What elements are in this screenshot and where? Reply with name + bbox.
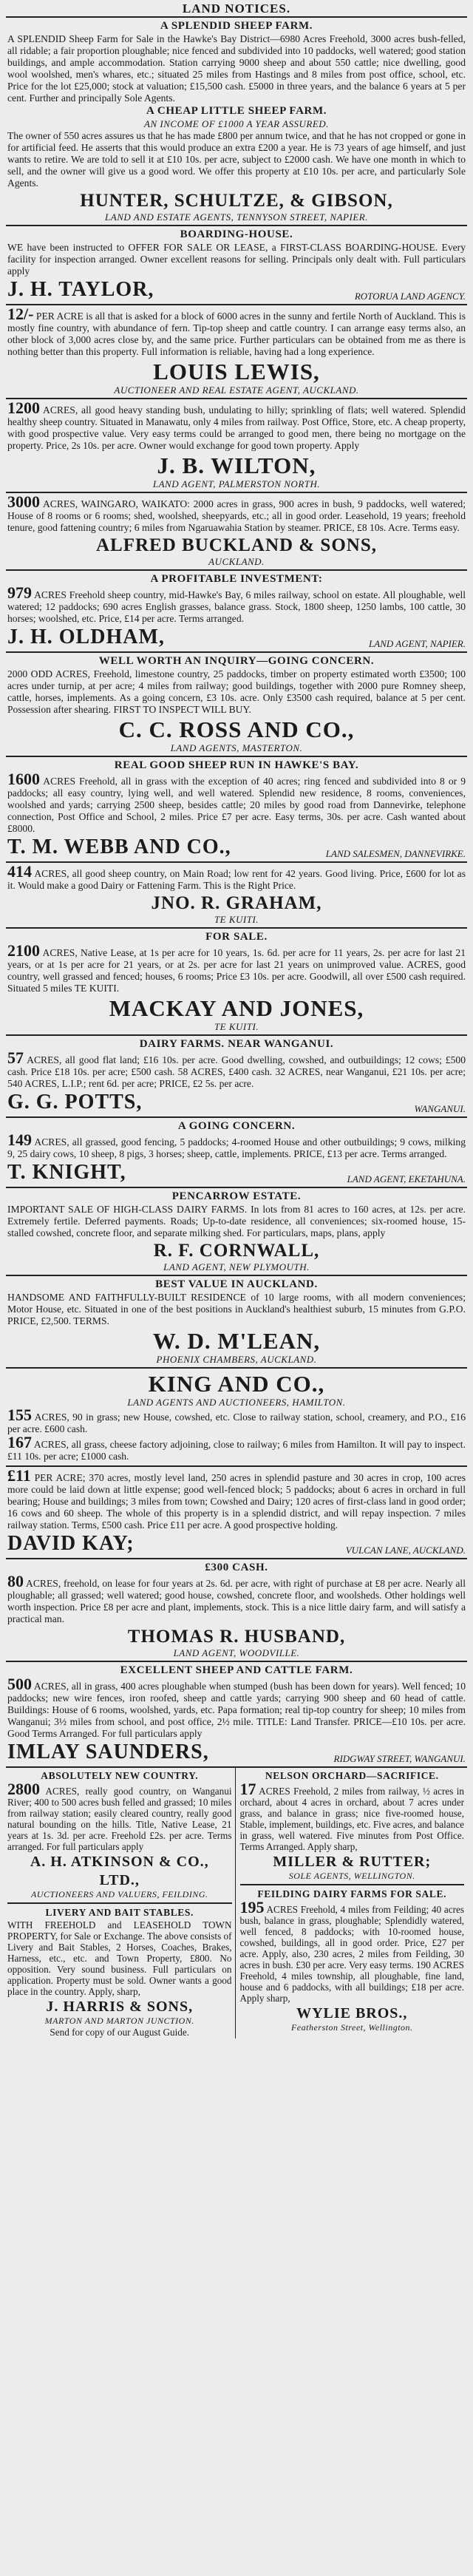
ad-livery-stables (7, 1902, 232, 2038)
ad-body (239, 1898, 465, 2004)
advertiser-name: DAVID KAY; (7, 1532, 135, 1555)
ad-drop-figure: 195 (239, 1898, 265, 1916)
ad-heading: A GOING CONCERN. (177, 1120, 296, 1132)
advertiser-agency: LAND AGENT, NAPIER. (369, 638, 466, 649)
ad-heading: LIVERY AND BAIT STABLES. (45, 1907, 194, 1918)
ad-body-text: ACRES Freehold, 2 miles from railway, ½ acres in orchard, about 4 acres in orchard, about 7 acres under grass, and balance in grass; nice five-roomed house, Stable, implement, buildings, etc. Five acres, and balance in grass, well watered. Five minutes from Post Office. Terms Arranged. Apply sharp, (239, 1786, 464, 1852)
ad-drop-figure: 155 (7, 1406, 32, 1424)
ad-body (7, 492, 466, 534)
advertiser-agency: Featherston Street, Wellington. (290, 2022, 413, 2033)
ad-heading: WELL WORTH AN INQUIRY—GOING CONCERN. (98, 655, 375, 667)
advertiser-agency: WANGANUI. (414, 1103, 466, 1114)
advertiser-name: C. C. ROSS AND CO., (118, 716, 355, 742)
ad-manawatu-bush (6, 398, 467, 492)
ad-body-text: ACRES, all good flat land; £16 10s. per acre. Good dwelling, cowshed, and outbuildings; 12 cows; £500 cash. Price £18 10s. per acre; £500 cash. 58 ACRES, £400 cash. 32 ACRES, near Wanganui, £21 10s. per acre; 540 ACRES, L.I.P.; rent 6d. per acre; PRICE, £2 5s. per acre. (7, 1054, 466, 1089)
ad-nelson-orchard (240, 1770, 465, 1881)
advertiser-name: T. M. WEBB AND CO., (7, 835, 231, 858)
advertiser-agency: TE KUITI. (214, 914, 259, 925)
ad-body-text: ACRES Freehold sheep country, mid-Hawke's Bay, 6 miles railway, school on estate. All ploughable, well watered; 12 paddocks; 690 acres English grasses, balance grass. Stock, 1800 sheep, 1250 lambs, 100 cattle, 30 horses; woolshed, etc. Price, £14 per acre. Terms arranged. (7, 589, 466, 624)
advertiser-name: W. D. M'LEAN, (152, 1328, 321, 1354)
ad-drop-figure: 12/- (7, 305, 34, 323)
ad-subheading: A CHEAP LITTLE SHEEP FARM. (146, 105, 327, 117)
ad-drop-figure: 500 (7, 1675, 32, 1693)
ad-profitable-investment (6, 569, 467, 651)
ad-body (7, 1780, 232, 1852)
ad-body (7, 401, 466, 452)
ad-body-text: ACRES, all good heavy standing bush, undulating to hilly; sprinkling of flats; well watered. Splendid healthy sheep country. Situated in Manawatu, only 4 miles from railway. Post Office, Store, etc. A cheap property, with good prospective value. Very easy terms could be arranged to good men, there being no mortgage on the property. Price, 2s 10s. per acre. Owner would exchange for good town property. Apply (7, 404, 466, 451)
advertiser-agency: TE KUITI. (214, 1021, 259, 1032)
ad-body: A SPLENDID Sheep Farm for Sale in the Hawke's Bay District—6980 Acres Freehold, 3000 acres bush-felled, all ridable; a fair proportion ploughable; nice fenced and subdivided into 10 paddocks, well watered; good station buildings, and ample accommodation. Station carrying 9000 sheep and about 550 cattle; nice dwelling, good wool woolshed, men's whares, etc.; situated 25 miles from Hastings and 8 miles from post office, school, etc. Price for the lot £25,000; stock at valuation; £15,500 cash. £5000 in three years, and the balance 6 years at 5 per cent. Further and principally Sole Agents. (7, 33, 466, 104)
ad-body-text: ACRES, all grassed, good fencing, 5 paddocks; 4-roomed House and other outbuildings; 9 cows, milking 9, 25 dairy cows, 10 sheep, 8 pigs, 3 horses; sheep, cattle, implements. PRICE, £13 per acre. Terms arranged. (7, 1136, 466, 1159)
advertiser-name: J. B. WILTON, (157, 453, 316, 478)
ad-body (7, 862, 466, 892)
ad-body: HANDSOME AND FAITHFULLY-BUILT RESIDENCE of 10 large rooms, with all modern conveniences; Motor House, etc. Situated in one of the best positions in Auckland's healthiest suburb, 15 minutes from G.P.O. PRICE, £2,500. TERMS. (7, 1292, 466, 1326)
ad-drop-figure: 17 (239, 1780, 256, 1798)
ad-body-text: ACRES, Native Lease, at 1s per acre for 10 years, 1s. 6d. per acre for 11 years, 2s. per acre for last 21 years, or at 1s per acre for 21 years, or at 2s. per acre for last 21 years on unimproved value. ACRES, good country, well grassed and fenced; houses, 6 rooms; Price £3 10s. per acre. Goodwill, all over £500 cash required. Situated 5 miles TE KUITI. (7, 947, 466, 994)
advertiser-name: G. G. POTTS, (7, 1091, 143, 1114)
ad-north-auckland (6, 304, 467, 398)
ad-going-concern-eketahuna (6, 1116, 467, 1187)
ad-body: WE have been instructed to OFFER FOR SALE OR LEASE, a FIRST-CLASS BOARDING-HOUSE. Every facility for inspection arranged. Owner excellent reasons for selling. Principals only dealt with. Full particulars apply (7, 242, 466, 277)
ad-king-and-co (6, 1367, 467, 1465)
ad-drop-figure: 2800 (7, 1780, 40, 1798)
ad-body-text: ACRES, all in grass, 400 acres ploughable when stumped (bush has been down for years). Well fenced; 10 paddocks; new wire fences, iron roofed, sheep and cattle yards; carrying 900 sheep and 60 head of cattle. Buildings: House of 6 rooms, woolshed, yards, etc. Papa formation; real tip-top country for sheep; 10 miles from Wanganui; 3½ miles from school, and post office, 2½ mile. TITLE: Land Transfer. PRICE—£10 10s. per acre. Good Terms Arranged. For full particulars apply (7, 1681, 466, 1739)
advertiser-name: LOUIS LEWIS, (153, 359, 320, 384)
advertiser-agency: LAND AGENT, WOODVILLE. (173, 1647, 300, 1658)
bottom-columns (6, 1766, 467, 2038)
advertiser-agency: AUCKLAND. (208, 556, 265, 567)
ad-body-text: ACRES, freehold, on lease for four years at 2s. 6d. per acre, with right of purchase at £8 per acre. Nearly all ploughable; all grassed; well watered; good house, cowshed, concrete floor, and woolsheds. Other holdings well worth inspection. Price £8 per acre and plant, implements, stock. This is a nice little dairy farm, and will satisfy a practical man. (7, 1578, 466, 1624)
advertiser-name: A. H. ATKINSON & CO., (30, 1854, 209, 1870)
ad-heading: DAIRY FARMS. NEAR WANGANUI. (139, 1038, 334, 1050)
ad-drop-figure: 3000 (7, 492, 40, 511)
ad-drop-figure: 57 (7, 1048, 24, 1067)
ad-heading: ABSOLUTELY NEW COUNTRY. (41, 1770, 199, 1781)
advertiser-name: J. H. OLDHAM, (7, 626, 165, 648)
ad-body-text: ACRES, 90 in grass; new House, cowshed, etc. Close to railway station, school, creamery, and P.O., £16 per acre. £600 cash. (7, 1411, 466, 1434)
ad-heading: FOR SALE. (205, 931, 268, 943)
ad-heading: A PROFITABLE INVESTMENT: (150, 573, 323, 585)
ad-hawkes-bay-run (6, 756, 467, 861)
ad-body-text: ACRES, all good sheep country, on Main Road; low rent for 42 years. Good living. Price, £600 for lot as it. Would make a good Dairy or Fattening Farm. This is the Right Price. (7, 868, 466, 891)
ad-body-text: ACRES Freehold, 4 miles from Feilding; 40 acres bush, balance in grass, ploughable; Splendidly watered, well fenced, 8 paddocks; with 10-roomed house, cowshed, buildings, all in good order. Price, £27 per acre. Apply, also, 230 acres, 2 miles from Feilding, 30 acres in bush. £30 per acre. Very easy terms. 190 ACRES Freehold, 4 miles township, all ploughable, fine land, house and 6 paddocks, with all buildings; £18 per acre. Apply sharp, (239, 1904, 465, 2004)
page-title: LAND NOTICES. (182, 1, 291, 16)
ad-drop-figure: £11 (7, 1466, 31, 1485)
ad-body-text-2: ACRES, all grass, cheese factory adjoining, close to railway; 6 miles from Hamilton. It will pay to inspect. £11 10s. per acre; £1000 cash. (7, 1439, 466, 1462)
advertiser-agency: ROTORUA LAND AGENCY. (354, 291, 466, 302)
advertiser-agency: LAND AGENT, PALMERSTON NORTH. (152, 478, 321, 489)
advertiser-agency: SOLE AGENTS, WELLINGTON. (288, 1871, 415, 1881)
ad-body (7, 305, 466, 358)
ad-body (7, 583, 466, 625)
advertiser-name: HUNTER, SCHULTZE, & GIBSON, (80, 191, 393, 211)
advertiser-agency: MARTON AND MARTON JUNCTION. (44, 2016, 194, 2026)
ad-body: IMPORTANT SALE OF HIGH-CLASS DAIRY FARMS. In lots from 81 acres to 160 acres, at 12s. per acre. Extremely fertile. Deferred payments. Roads; Up-to-date residence, all conveniences; six-roomed house, 15-stalled cowshed, concrete floor, and separate milking shed. For particulars, maps, plans, apply (7, 1204, 466, 1238)
advertiser-name: ALFRED BUCKLAND & SONS, (96, 535, 377, 555)
ad-waingaro (6, 492, 467, 569)
advertiser-agency: PHOENIX CHAMBERS, AUCKLAND. (156, 1354, 317, 1365)
ad-body-text: PER ACRE is all that is asked for a block of 6000 acres in the sunny and fertile North of Auckland. This is mostly fine country, with abundance of fern. Tip-top sheep and cattle country. I can arrange easy terms also, an other block of 3,000 acres close by, and the same price. Further particulars can be obtained from me as there is nothing better than this property. Full information is reliable, having had a long experience. (7, 311, 466, 357)
ad-body-text: ACRES, WAINGARO, WAIKATO: 2000 acres in grass, 900 acres in bush, 9 paddocks, well watered; House of 8 rooms or 6 rooms; shed, woolshed, sheepyards, etc.; all in good order. Leasehold, 19 years; freehold tenure, good fattening country; 6 miles from Ngaruawahia Station by steamer. PRICE, £8 10s. Acre. Terms easy. (7, 498, 466, 533)
ad-heading: REAL GOOD SHEEP RUN IN HAWKE'S BAY. (114, 759, 359, 771)
ad-main-road-farm (6, 861, 467, 927)
ad-heading: BOARDING-HOUSE. (180, 228, 293, 240)
ad-body (7, 770, 466, 835)
advertiser-name: J. H. TAYLOR, (7, 278, 154, 301)
advertiser-address: LAND AND ESTATE AGENTS, TENNYSON STREET, NAPIER. (105, 211, 368, 223)
ad-body (7, 1133, 466, 1160)
right-column (235, 1768, 468, 2038)
ad-body (7, 1675, 466, 1740)
ad-drop-figure: 1200 (7, 399, 40, 417)
ad-body (239, 1780, 465, 1852)
ad-body (7, 941, 466, 994)
advertiser-name: T. KNIGHT, (7, 1161, 126, 1184)
advertiser-name: MILLER & RUTTER; (273, 1854, 432, 1870)
advertiser-name: THOMAS R. HUSBAND, (127, 1627, 346, 1647)
advertiser-agency: LAND AGENT, EKETAHUNA. (347, 1173, 466, 1184)
ad-body (7, 1406, 466, 1435)
ad-drop-figure: 414 (7, 862, 32, 881)
ad-pencarrow-estate (6, 1187, 467, 1275)
ad-dairy-farms-wanganui (6, 1034, 467, 1116)
advertiser-name: JNO. R. GRAHAM, (151, 893, 322, 913)
ad-boarding-house (6, 225, 467, 304)
ad-body-2 (7, 1433, 466, 1462)
ad-drop-figure: 80 (7, 1572, 24, 1590)
ad-body (7, 1048, 466, 1090)
advertiser-agency: VULCAN LANE, AUCKLAND. (345, 1545, 466, 1556)
advertiser-name: WYLIE BROS., (296, 2005, 408, 2021)
ad-heading: FEILDING DAIRY FARMS FOR SALE. (257, 1888, 447, 1899)
ad-drop-figure: 2100 (7, 941, 40, 960)
ad-body-text: ACRES, really good country, on Wanganui River; 400 to 500 acres bush felled and grassed; 10 miles from railway station; easily cleared country, really good natural bounding on the hills. Title, Native Lease, 21 years at 1s. 3d. per acre. Freehold £2s. per acre. Terms arranged. For full particulars apply (7, 1786, 232, 1852)
advertiser-name-suffix: LTD., (99, 1872, 140, 1888)
advertiser-agency: AUCTIONEER AND REAL ESTATE AGENT, AUCKLAND. (114, 384, 359, 396)
ad-best-value-auckland (6, 1275, 467, 1367)
ad-heading: BEST VALUE IN AUCKLAND. (155, 1278, 318, 1290)
advertiser-name: R. F. CORNWALL, (153, 1241, 320, 1261)
ad-sheep-cattle-farm (6, 1661, 467, 1766)
left-column (6, 1768, 235, 2038)
ad-body-text: PER ACRE; 370 acres, mostly level land, 250 acres in splendid pasture and 30 acres in crop, 100 acres more could be laid down at little expense; good well-fenced block; 5 paddocks; about 6 acres in orchard in full bearing; House and buildings; 3 miles from town; Cowshed and Dairy; 120 acres of first-class land in good order; 16 cows and 60 sheep. The whole of this property is in a splendid district, and will repay inspection. 7 miles railway station. Terms, £500 cash. Price £11 per acre. A good prospective holding. (7, 1472, 466, 1531)
advertiser-name: IMLAY SAUNDERS, (7, 1741, 209, 1763)
advertiser-name: KING AND CO., (148, 1371, 325, 1397)
ad-drop-figure: 1600 (7, 770, 40, 788)
ad-going-concern-masterton (6, 651, 467, 756)
ad-body-text: ACRES Freehold, all in grass with the exception of 40 acres; ring fenced and subdivided into 8 or 9 paddocks; all easy country, lying well, and well watered. Splendid new residence, 8 rooms, conveniences, woolshed and yards; carrying 2500 sheep, besides cattle; 20 miles by good road from Dannevirke, telephone connection, Post Office and School, 2 miles. Price £7 per acre. Easy terms, 30s. per acre. Cash wanted about £8000. (7, 776, 466, 834)
ad-body (7, 1572, 466, 1625)
advertiser-name: MACKAY AND JONES, (109, 995, 364, 1021)
ad-heading: £300 CASH. (205, 1562, 268, 1573)
advertiser-agency: RIDGWAY STREET, WANGANUI. (333, 1753, 466, 1764)
footer-note: Send for copy of our August Guide. (50, 2027, 190, 2038)
advertiser-agency: LAND AGENTS, MASTERTON. (170, 742, 303, 753)
ad-body-2: The owner of 550 acres assures us that he has made £800 per annum twice, and that he has not cropped or gone in for artificial feed. He asserts that this would produce an extra £200 a year. He is 73 years of age himself, and just wants to retire. We are told to sell it at £10 10s. per acre, subject to £2000 cash. We have one month in which to sell, and the owner will give us a good word. We offer this property at £10 10s. per acre, and particularly Sole Agents. (7, 130, 466, 189)
ad-heading: NELSON ORCHARD—SACRIFICE. (265, 1770, 439, 1781)
ad-for-sale-te-kuiti (6, 927, 467, 1034)
ad-heading: A SPLENDID SHEEP FARM. (160, 20, 313, 32)
advertiser-agency: AUCTIONEERS AND VALUERS, FEILDING. (30, 1889, 208, 1899)
ad-body (7, 1466, 466, 1531)
ad-body: 2000 ODD ACRES, Freehold, limestone country, 25 paddocks, timber on property estimated worth £3500; 100 acres under turnip, at per acre; 4 miles from railway; good buildings, together with 2000 pure Romney sheep, cattle, horses, implements. As a going concern, £3 10s. acre. Only £3500 cash required, balance at 5 per cent. Possession after shearing. FIRST TO INSPECT WILL BUY. (7, 668, 466, 715)
advertiser-name: J. HARRIS & SONS, (46, 1999, 194, 2015)
ad-drop-figure: 149 (7, 1131, 32, 1149)
ad-subline: AN INCOME OF £1000 A YEAR ASSURED. (144, 118, 329, 129)
ad-eleven-pound-acre (6, 1465, 467, 1558)
ad-drop-figure: 979 (7, 583, 32, 602)
ad-heading: EXCELLENT SHEEP AND CATTLE FARM. (120, 1664, 353, 1676)
advertiser-agency: LAND AGENTS AND AUCTIONEERS, HAMILTON. (127, 1397, 346, 1408)
ad-new-country (7, 1770, 232, 1899)
advertiser-agency: LAND AGENT, NEW PLYMOUTH. (163, 1261, 310, 1272)
ad-heading: PENCARROW ESTATE. (171, 1190, 302, 1202)
ad-300-cash (6, 1558, 467, 1661)
ad-splendid-sheep-farm (6, 16, 467, 225)
ad-body: WITH FREEHOLD and LEASEHOLD TOWN PROPERTY, for Sale or Exchange. The above consists of Livery and Bait Stables, 2 Horses, Coaches, Brakes, Harness, etc., etc. and Town Property, £800. No opposition. Very sound business. Full particulars on application. Property must be sold. Owner wants a good place in the country. Apply, sharp, (7, 1919, 232, 1997)
advertiser-agency: LAND SALESMEN, DANNEVIRKE. (325, 848, 466, 859)
ad-feilding-dairy-farms (240, 1884, 465, 2033)
ad-drop-figure-2: 167 (7, 1433, 32, 1451)
